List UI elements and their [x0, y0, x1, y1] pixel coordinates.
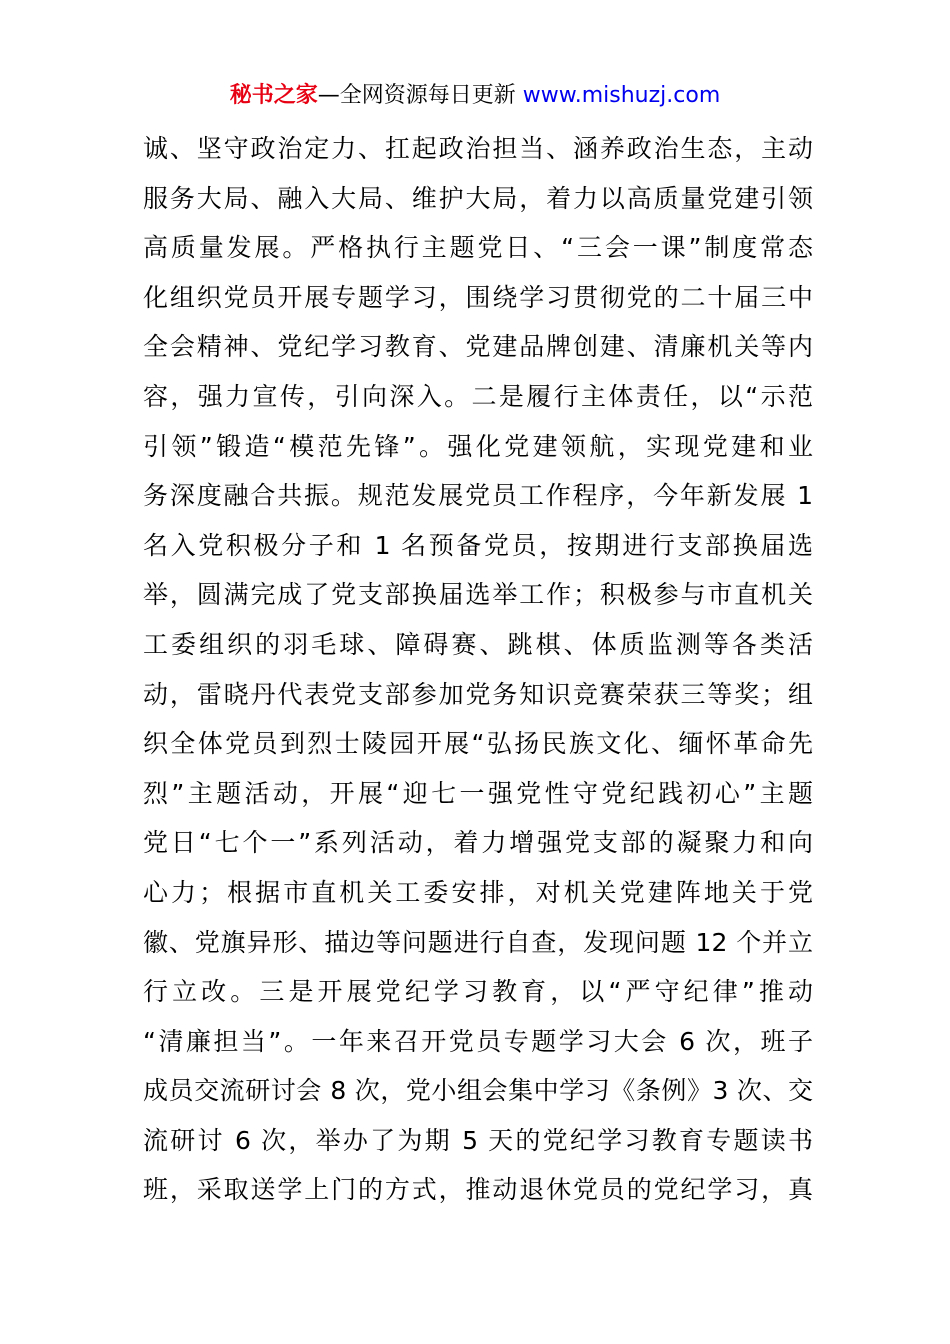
text-line: “清廉担当”。一年来召开党员专题学习大会 6 次，班子 — [143, 1026, 813, 1056]
text-line: 徽、党旗异形、描边等问题进行自查，发现问题 12 个并立 — [143, 927, 813, 957]
text-line: 烈”主题活动，开展“迎七一强党性守党纪践初心”主题 — [143, 778, 813, 808]
text-line: 名入党积极分子和 1 名预备党员，按期进行支部换届选 — [143, 530, 813, 560]
text-line: 成员交流研讨会 8 次，党小组会集中学习《条例》3 次、交 — [143, 1076, 813, 1106]
text-line: 党日“七个一”系列活动，着力增强党支部的凝聚力和向 — [143, 828, 813, 858]
text-line: 织全体党员到烈士陵园开展“弘扬民族文化、缅怀革命先 — [143, 729, 813, 759]
text-line: 工委组织的羽毛球、障碍赛、跳棋、体质监测等各类活 — [143, 629, 813, 659]
text-line: 心力；根据市直机关工委安排，对机关党建阵地关于党 — [143, 877, 813, 907]
text-line: 全会精神、党纪学习教育、党建品牌创建、清廉机关等内 — [143, 332, 813, 362]
site-url-link[interactable]: www.mishuzj.com — [522, 83, 721, 108]
text-line: 班，采取送学上门的方式，推动退休党员的党纪学习，真 — [143, 1175, 813, 1205]
text-line: 高质量发展。严格执行主题党日、“三会一课”制度常态 — [143, 233, 813, 263]
text-line: 服务大局、融入大局、维护大局，着力以高质量党建引领 — [143, 183, 813, 213]
site-tagline: —全网资源每日更新 — [317, 83, 516, 108]
document-body — [143, 124, 813, 1215]
text-line: 诚、坚守政治定力、扛起政治担当、涵养政治生态，主动 — [143, 134, 813, 163]
text-line: 动，雷晓丹代表党支部参加党务知识竞赛荣获三等奖；组 — [143, 679, 813, 709]
text-line: 化组织党员开展专题学习，围绕学习贯彻党的二十届三中 — [143, 282, 813, 312]
text-line: 容，强力宣传，引向深入。二是履行主体责任，以“示范 — [143, 381, 813, 411]
text-line: 流研讨 6 次，举办了为期 5 天的党纪学习教育专题读书 — [143, 1125, 813, 1155]
text-line: 务深度融合共振。规范发展党员工作程序，今年新发展 1 — [143, 481, 813, 511]
text-line: 引领”锻造“模范先锋”。强化党建领航，实现党建和业 — [143, 431, 813, 461]
page-header — [0, 80, 950, 112]
site-brand: 秘书之家 — [229, 83, 318, 108]
text-line: 行立改。三是开展党纪学习教育，以“严守纪律”推动 — [143, 977, 813, 1007]
text-line: 举，圆满完成了党支部换届选举工作；积极参与市直机关 — [143, 580, 813, 610]
